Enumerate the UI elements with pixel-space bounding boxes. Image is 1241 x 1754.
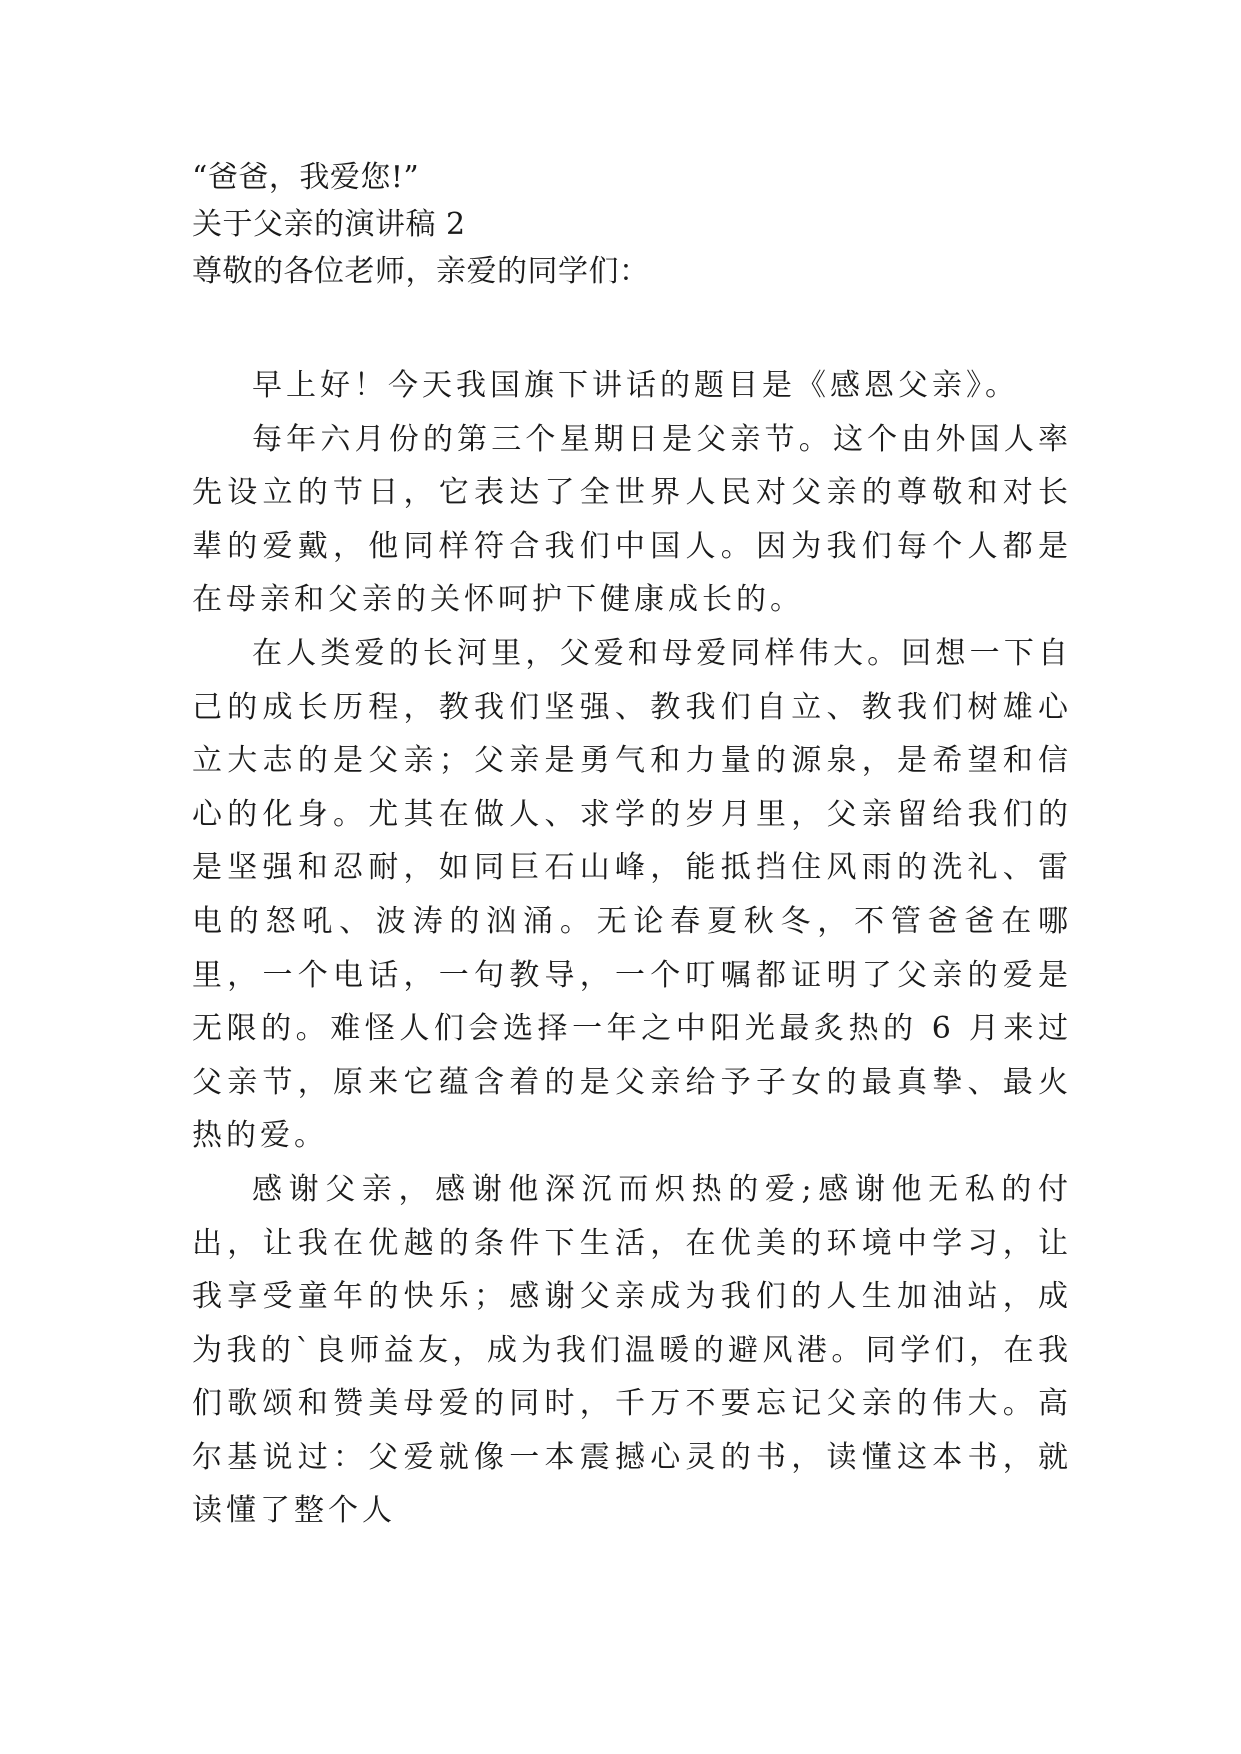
paragraph-thanks: 感谢父亲，感谢他深沉而炽热的爱;感谢他无私的付出，让我在优越的条件下生活，在优美的环境中学习，让我享受童年的快乐；感谢父亲成为我们的人生加油站，成为我的`良师益友，成为我们温暖的避风港。同学们，在我们歌颂和赞美母爱的同时，千万不要忘记父亲的伟大。高尔基说过：父爱就像一本震撼心灵的书，读懂这本书，就读懂了整个人 <box>192 1171 1072 1529</box>
salutation: 尊敬的各位老师，亲爱的同学们： <box>192 254 650 289</box>
speech-title: 关于父亲的演讲稿 2 <box>192 207 466 242</box>
paragraph-greeting: 早上好！今天我国旗下讲话的题目是《感恩父亲》。 <box>252 368 1019 403</box>
quote-line: “爸爸，我爱您!” <box>192 160 420 195</box>
paragraph-fathers-love: 在人类爱的长河里，父爱和母爱同样伟大。回想一下自己的成长历程，教我们坚强、教我们自立、教我们树雄心立大志的是父亲；父亲是勇气和力量的源泉，是希望和信心的化身。尤其在做人、求学的岁月里，父亲留给我们的是坚强和忍耐，如同巨石山峰，能抵挡住风雨的洗礼、雷电的怒吼、波涛的汹涌。无论春夏秋冬，不管爸爸在哪里，一个电话，一句教导，一个叮嘱都证明了父亲的爱是无限的。难怪人们会选择一年之中阳光最炙热的 6 月来过父亲节，原来它蕴含着的是父亲给予子女的最真挚、最火热的爱。 <box>192 635 1072 1154</box>
spacer <box>192 295 1072 359</box>
paragraph-fathers-day: 每年六月份的第三个星期日是父亲节。这个由外国人率先设立的节日，它表达了全世界人民对父亲的尊敬和对长辈的爱戴，他同样符合我们中国人。因为我们每个人都是在母亲和父亲的关怀呵护下健康成长的。 <box>192 421 1072 618</box>
document-body <box>192 154 1072 1538</box>
